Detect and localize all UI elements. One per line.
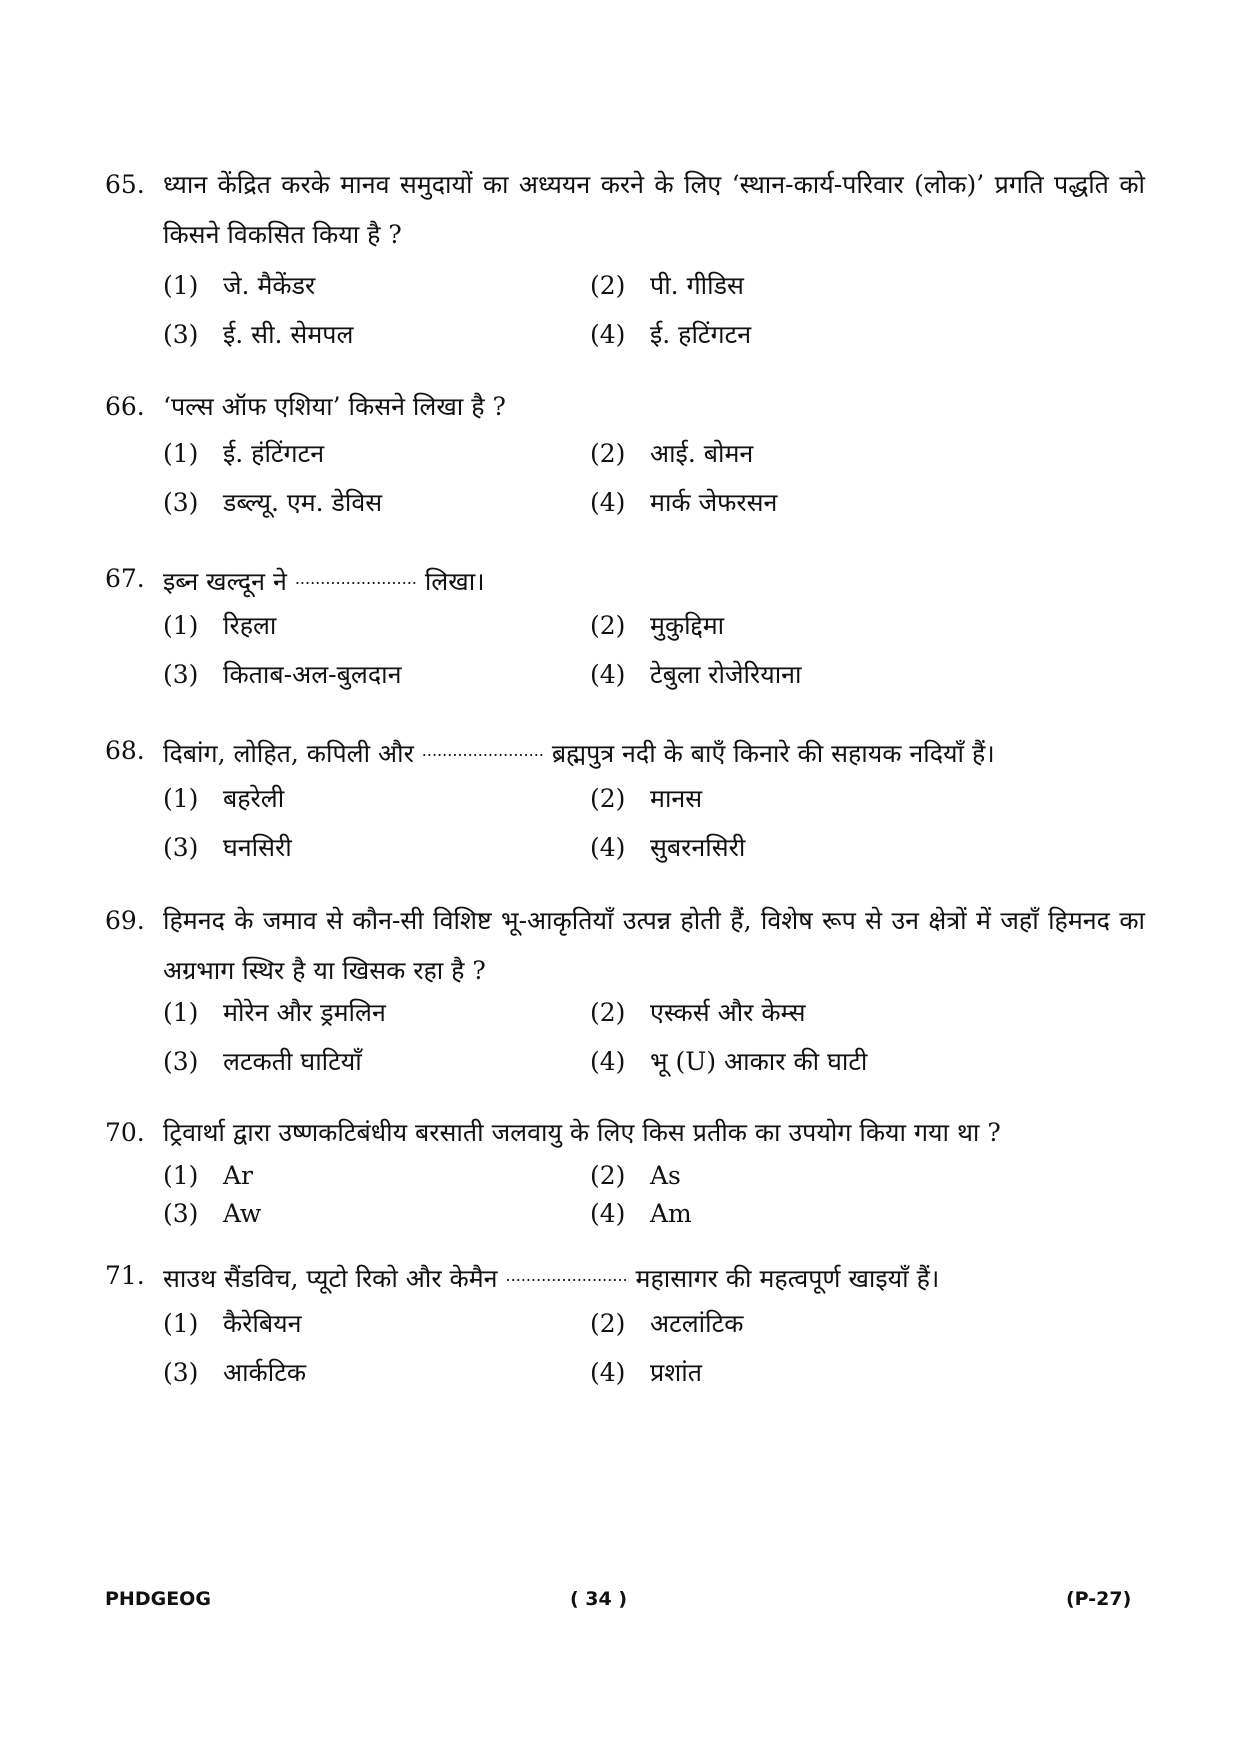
option-number: (3) [163, 1358, 199, 1387]
option-text: जे. मैकेंडर [223, 271, 316, 300]
option-number: (4) [590, 1358, 626, 1387]
question-stem [105, 382, 1145, 432]
question-number: 67. [105, 564, 145, 593]
option-number: (1) [163, 1161, 199, 1190]
option-text: प्रशांत [650, 1358, 702, 1387]
option-4 [590, 1197, 692, 1231]
option-number: (4) [590, 1047, 626, 1076]
option-number: (4) [590, 833, 626, 862]
option-1 [163, 782, 284, 816]
option-3 [163, 486, 382, 520]
question-text: हिमनद के जमाव से कौन-सी विशिष्ट भू-आकृतियाँ उत्पन्न होती हैं, विशेष रूप से उन क्षेत्रों में जहाँ हिमनद का अग्रभाग स्थिर है या खिसक रहा है ? [163, 906, 1145, 985]
option-text: बहरेली [223, 784, 285, 813]
question-text [163, 726, 1145, 779]
option-text: लटकती घाटियाँ [223, 1047, 362, 1076]
option-3 [163, 831, 292, 865]
option-number: (4) [590, 660, 626, 689]
option-3 [163, 658, 401, 692]
question-text: ‘पल्स ऑफ एशिया’ किसने लिखा है ? [163, 392, 506, 421]
option-text: आर्कटिक [223, 1358, 307, 1387]
option-text: मार्क जेफरसन [650, 488, 778, 517]
option-number: (3) [163, 660, 199, 689]
option-number: (2) [590, 611, 626, 640]
option-number: (3) [163, 833, 199, 862]
question-text: ट्रिवार्था द्वारा उष्णकटिबंधीय बरसाती जलवायु के लिए किस प्रतीक का उपयोग किया गया था ? [163, 1118, 1001, 1147]
option-2 [590, 609, 724, 643]
option-text: मानस [650, 784, 703, 813]
text-before-blank: इब्न खल्दून ने [163, 567, 287, 596]
option-3 [163, 1045, 362, 1079]
option-text: कैरेबियन [223, 1309, 302, 1338]
option-number: (1) [163, 439, 199, 468]
option-number: (2) [590, 1161, 626, 1190]
option-number: (4) [590, 488, 626, 517]
option-number: (1) [163, 1309, 199, 1338]
fill-blank: ........................ [421, 741, 544, 760]
option-1 [163, 996, 386, 1030]
option-number: (2) [590, 271, 626, 300]
option-2 [590, 996, 806, 1030]
option-number: (1) [163, 271, 199, 300]
option-text: भू (U) आकार की घाटी [650, 1047, 868, 1076]
option-1 [163, 1307, 302, 1341]
text-before-blank: साउथ सैंडविच, प्यूटो रिको और केमैन [163, 1264, 498, 1293]
question-stem [105, 896, 1145, 996]
option-number: (4) [590, 1199, 626, 1228]
option-text: Ar [223, 1161, 254, 1190]
option-number: (1) [163, 611, 199, 640]
option-3 [163, 1197, 261, 1231]
option-text: घनसिरी [223, 833, 292, 862]
question-stem [105, 160, 1145, 260]
text-after-blank: महासागर की महत्वपूर्ण खाइयाँ हैं। [635, 1264, 940, 1293]
option-2 [590, 269, 744, 303]
fill-blank: ........................ [294, 569, 417, 588]
fill-blank: ........................ [505, 1266, 628, 1285]
option-text: रिहला [223, 611, 277, 640]
text-before-blank: दिबांग, लोहित, कपिली और [163, 739, 414, 768]
text-after-blank: ब्रह्मपुत्र नदी के बाएँ किनारे की सहायक नदियाँ हैं। [551, 739, 995, 768]
option-text: टेबुला रोजेरियाना [650, 660, 802, 689]
question-stem [105, 1251, 1145, 1304]
option-text: ई. हटिंगटन [650, 320, 752, 349]
option-4 [590, 1045, 867, 1079]
question-number: 70. [105, 1118, 145, 1147]
option-4 [590, 1356, 702, 1390]
option-4 [590, 486, 777, 520]
question-number: 69. [105, 906, 145, 935]
footer-set-code: (P-27) [1066, 1588, 1132, 1610]
option-text: मोरेन और ड्रमलिन [223, 998, 386, 1027]
question-text [163, 1251, 1145, 1304]
option-text: मुकुद्दिमा [650, 611, 725, 640]
question-stem [105, 726, 1145, 779]
option-text: एस्कर्स और केम्स [650, 998, 806, 1027]
footer-paper-code: PHDGEOG [105, 1588, 211, 1610]
option-number: (2) [590, 1309, 626, 1338]
option-number: (1) [163, 784, 199, 813]
option-text: डब्ल्यू. एम. डेविस [223, 488, 383, 517]
option-text: Am [650, 1199, 692, 1228]
option-text: Aw [223, 1199, 262, 1228]
option-1 [163, 609, 276, 643]
option-4 [590, 831, 745, 865]
option-text: पी. गीडिस [650, 271, 744, 300]
option-text: सुबरनसिरी [650, 833, 746, 862]
option-3 [163, 1356, 306, 1390]
option-number: (2) [590, 998, 626, 1027]
option-2 [590, 782, 702, 816]
question-number: 66. [105, 392, 145, 421]
question-text: ध्यान केंद्रित करके मानव समुदायों का अध्ययन करने के लिए ‘स्थान-कार्य-परिवार (लोक)’ प्रगति पद्धति को किसने विकसित किया है ? [163, 170, 1145, 249]
question-number: 71. [105, 1261, 145, 1290]
option-1 [163, 437, 324, 471]
option-text: As [650, 1161, 681, 1190]
option-2 [590, 1159, 681, 1193]
option-2 [590, 1307, 743, 1341]
option-text: आई. बोमन [650, 439, 754, 468]
option-3 [163, 318, 353, 352]
option-1 [163, 269, 315, 303]
question-number: 68. [105, 736, 145, 765]
option-number: (3) [163, 1199, 199, 1228]
option-text: ई. सी. सेमपल [223, 320, 354, 349]
option-number: (2) [590, 439, 626, 468]
option-text: ई. हंटिंगटन [223, 439, 325, 468]
question-stem [105, 554, 1145, 607]
question-number: 65. [105, 170, 145, 199]
option-number: (4) [590, 320, 626, 349]
option-number: (3) [163, 1047, 199, 1076]
option-text: किताब-अल-बुलदान [223, 660, 402, 689]
option-1 [163, 1159, 253, 1193]
text-after-blank: लिखा। [424, 567, 485, 596]
footer-page-number: ( 34 ) [570, 1588, 628, 1610]
option-number: (2) [590, 784, 626, 813]
option-number: (3) [163, 320, 199, 349]
option-number: (1) [163, 998, 199, 1027]
question-text [163, 554, 1145, 607]
option-4 [590, 318, 751, 352]
option-text: अटलांटिक [650, 1309, 744, 1338]
option-2 [590, 437, 753, 471]
option-number: (3) [163, 488, 199, 517]
question-stem [105, 1108, 1145, 1158]
option-4 [590, 658, 802, 692]
